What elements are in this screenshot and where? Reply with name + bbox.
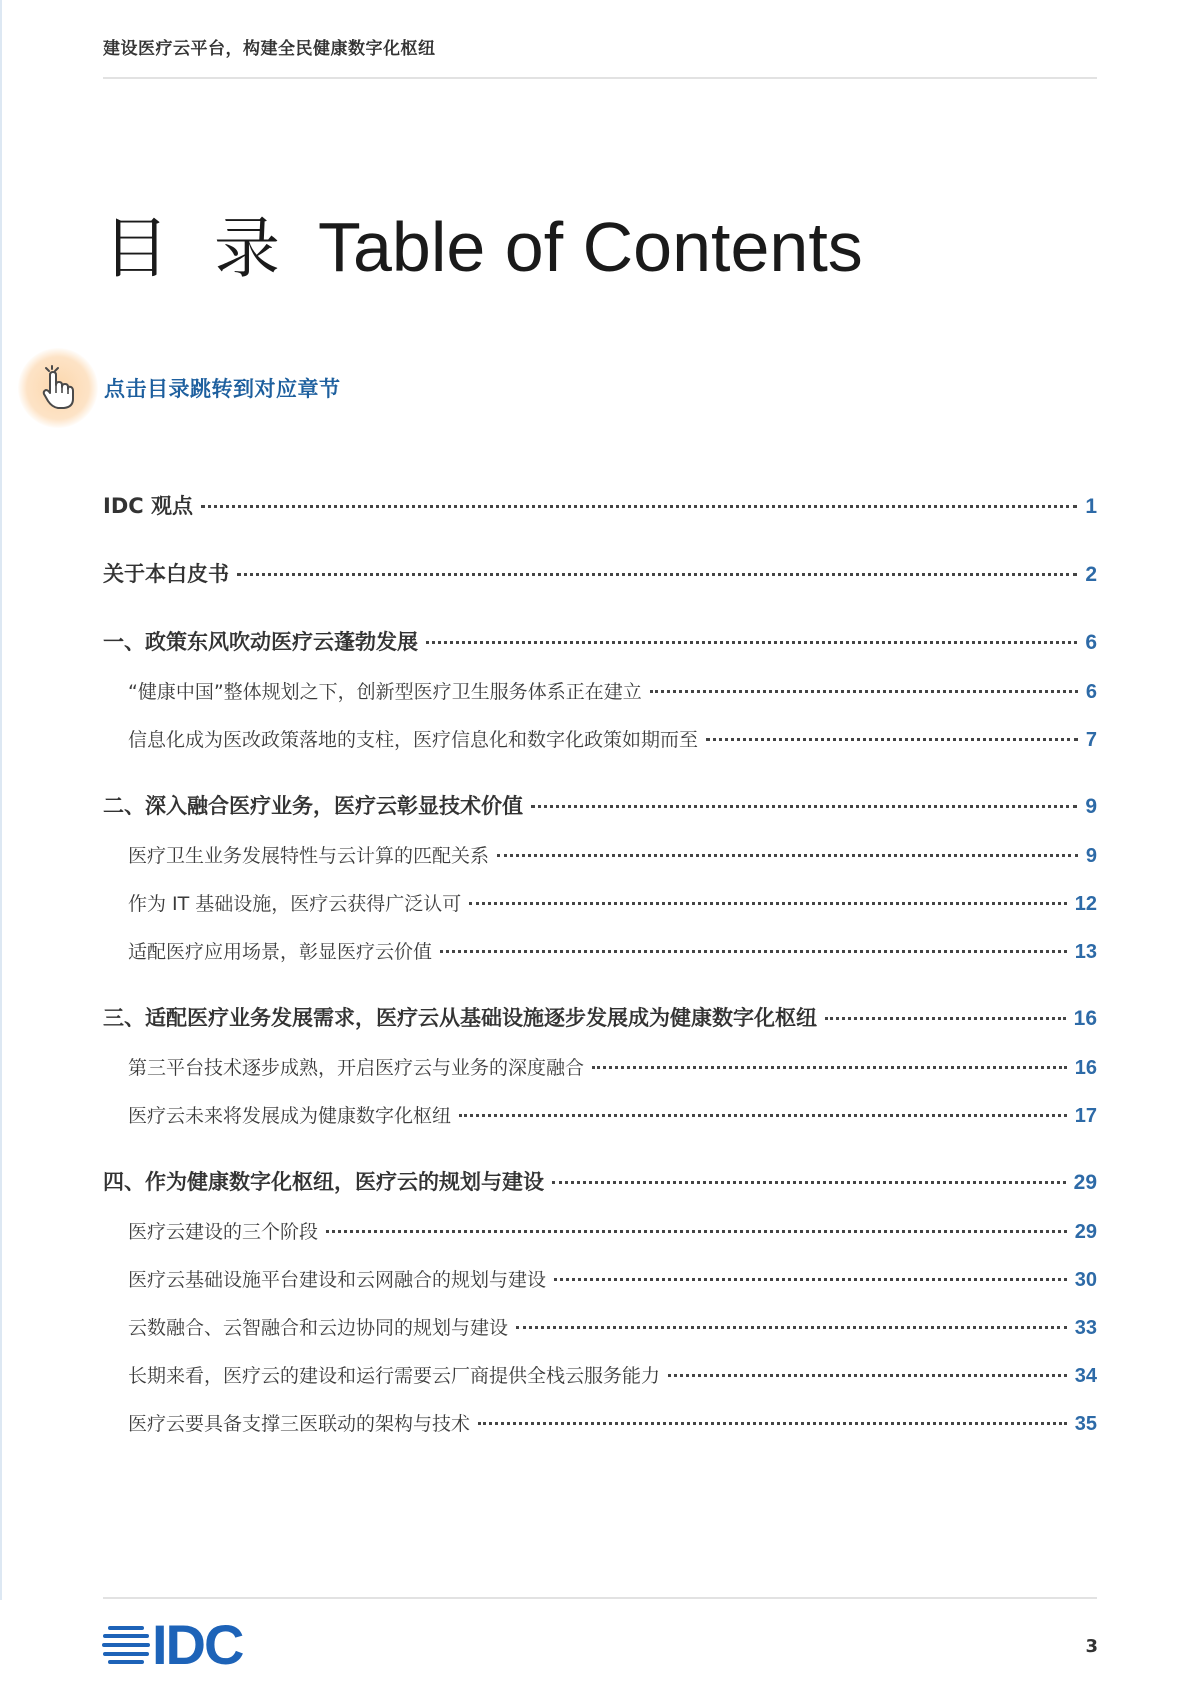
left-edge-rule	[0, 0, 2, 1600]
toc-subentry[interactable]	[103, 1053, 1097, 1080]
toc-dot-leader	[552, 1181, 1066, 1184]
toc-entry-label: 长期来看，医疗云的建设和运行需要云厂商提供全栈云服务能力	[128, 1365, 661, 1387]
toc-entry-page: 6	[1085, 631, 1097, 654]
toc-entry-page: 13	[1074, 941, 1097, 963]
toc-dot-leader	[531, 805, 1077, 808]
toc-entry-page: 1	[1085, 495, 1097, 518]
toc-dot-leader	[668, 1374, 1067, 1377]
toc-entry-label: 信息化成为医改政策落地的支柱，医疗信息化和数字化政策如期而至	[128, 729, 699, 751]
toc-dot-leader	[554, 1278, 1067, 1281]
toc-entry-label: IDC 观点	[103, 494, 193, 518]
toc-entry[interactable]	[103, 1002, 1097, 1032]
toc-dot-leader	[426, 641, 1077, 644]
page-title	[103, 195, 863, 290]
toc-entry-page: 34	[1074, 1365, 1097, 1387]
toc-dot-leader	[650, 690, 1078, 693]
table-of-contents	[103, 490, 1097, 1436]
toc-dot-leader	[516, 1326, 1067, 1329]
toc-dot-leader	[326, 1230, 1067, 1233]
toc-entry-page: 29	[1073, 1171, 1097, 1194]
toc-dot-leader	[469, 902, 1066, 905]
toc-entry-page: 35	[1074, 1413, 1097, 1435]
toc-subentry[interactable]	[103, 1409, 1097, 1436]
toc-dot-leader	[440, 950, 1067, 953]
toc-entry-label: 医疗云要具备支撑三医联动的架构与技术	[128, 1413, 471, 1435]
pointing-hand-icon	[18, 348, 98, 428]
toc-entry-page: 9	[1085, 845, 1097, 867]
header-divider	[103, 77, 1097, 79]
toc-entry-page: 33	[1074, 1317, 1097, 1339]
toc-entry-label: 二、深入融合医疗业务，医疗云彰显技术价值	[103, 794, 523, 818]
toc-entry[interactable]	[103, 558, 1097, 588]
toc-entry-label: 作为 IT 基础设施，医疗云获得广泛认可	[128, 893, 462, 915]
toc-dot-leader	[497, 854, 1078, 857]
toc-entry-page: 30	[1074, 1269, 1097, 1291]
toc-entry-page: 6	[1085, 681, 1097, 703]
toc-subentry[interactable]	[103, 841, 1097, 868]
toc-entry-label: 四、作为健康数字化枢纽，医疗云的规划与建设	[103, 1170, 544, 1194]
toc-subentry[interactable]	[103, 937, 1097, 964]
toc-subentry[interactable]	[103, 1217, 1097, 1244]
toc-dot-leader	[201, 505, 1077, 508]
toc-dot-leader	[478, 1422, 1067, 1425]
page-title-chinese: 目 录	[103, 210, 292, 287]
toc-entry-label: 医疗云未来将发展成为健康数字化枢纽	[128, 1105, 452, 1127]
toc-entry-label: 医疗卫生业务发展特性与云计算的匹配关系	[128, 845, 490, 867]
toc-subentry[interactable]	[103, 1361, 1097, 1388]
toc-entry[interactable]	[103, 626, 1097, 656]
idc-globe-icon	[102, 1622, 150, 1668]
toc-entry-label: 三、适配医疗业务发展需求，医疗云从基础设施逐步发展成为健康数字化枢纽	[103, 1006, 817, 1030]
toc-entry-page: 17	[1074, 1105, 1097, 1127]
toc-hint-text: 点击目录跳转到对应章节	[104, 377, 341, 401]
toc-entry-page: 16	[1073, 1007, 1097, 1030]
toc-entry-page: 16	[1074, 1057, 1097, 1079]
toc-subentry[interactable]	[103, 1101, 1097, 1128]
toc-entry-label: 一、政策东风吹动医疗云蓬勃发展	[103, 630, 418, 654]
toc-entry-page: 29	[1074, 1221, 1097, 1243]
toc-entry-page: 7	[1085, 729, 1097, 751]
toc-entry[interactable]	[103, 1166, 1097, 1196]
toc-entry[interactable]	[103, 790, 1097, 820]
toc-entry-label: 云数融合、云智融合和云边协同的规划与建设	[128, 1317, 509, 1339]
toc-subentry[interactable]	[103, 677, 1097, 704]
footer-divider	[103, 1597, 1097, 1599]
page-title-english: Table of Contents	[317, 208, 863, 286]
toc-entry-page: 12	[1074, 893, 1097, 915]
toc-hint	[18, 348, 341, 428]
toc-dot-leader	[592, 1066, 1067, 1069]
toc-entry-page: 2	[1085, 563, 1097, 586]
toc-subentry[interactable]	[103, 1313, 1097, 1340]
toc-dot-leader	[825, 1017, 1066, 1020]
toc-subentry[interactable]	[103, 889, 1097, 916]
idc-logo	[102, 1613, 243, 1676]
toc-subentry[interactable]	[103, 725, 1097, 752]
toc-entry-label: 医疗云建设的三个阶段	[128, 1221, 319, 1243]
toc-entry-label: 医疗云基础设施平台建设和云网融合的规划与建设	[128, 1269, 547, 1291]
toc-entry-label: 第三平台技术逐步成熟，开启医疗云与业务的深度融合	[128, 1057, 585, 1079]
page-number: 3	[1085, 1636, 1098, 1657]
toc-dot-leader	[237, 573, 1077, 576]
toc-dot-leader	[706, 738, 1078, 741]
toc-entry-page: 9	[1085, 795, 1097, 818]
toc-entry[interactable]	[103, 490, 1097, 520]
toc-entry-label: 适配医疗应用场景，彰显医疗云价值	[128, 941, 433, 963]
idc-logo-text: IDC	[152, 1613, 243, 1676]
toc-dot-leader	[459, 1114, 1067, 1117]
running-header: 建设医疗云平台，构建全民健康数字化枢纽	[103, 39, 436, 59]
toc-entry-label: “健康中国”整体规划之下，创新型医疗卫生服务体系正在建立	[128, 681, 642, 703]
toc-subentry[interactable]	[103, 1265, 1097, 1292]
toc-entry-label: 关于本白皮书	[103, 562, 229, 586]
